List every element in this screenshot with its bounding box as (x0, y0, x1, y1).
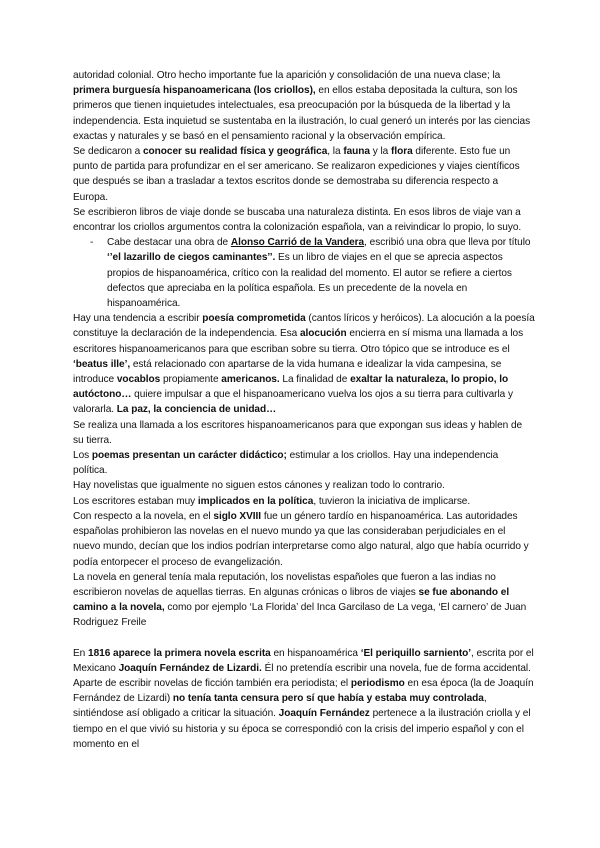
document-body (73, 68, 535, 752)
text-run: Con respecto a la novela, en el (73, 510, 214, 522)
bold-title: ‘El periquillo sarniento’ (360, 647, 472, 659)
paragraph-politica (73, 494, 535, 509)
bold-phrase: La paz, la conciencia de unidad… (116, 404, 277, 416)
paragraph-periquillo (73, 646, 535, 752)
text-run: quiere impulsar a que el hispanoamericano vuelva los ojos a su tierra para cultivarla y valorarla. (73, 389, 513, 416)
text-run: , escribió una obra que lleva por título (364, 237, 531, 249)
bold-phrase: no tenía tanta censura pero sí que había y estaba muy controlada (172, 693, 484, 705)
bold-phrase: vocablos (116, 374, 161, 386)
text-run: , la (327, 146, 344, 158)
bold-phrase: periodismo (350, 677, 405, 689)
bold-phrase: implicados en la política (197, 495, 314, 507)
bullet-dash: - (90, 237, 94, 249)
text-run: (cantos líricos y heróicos). La alocución a la poesía constituye la declaración de la independencia. Esa (73, 313, 535, 340)
text-run: Él no pretendía escribir una novela, fue de forma accidental. Aparte de escribir novelas de ficción también era periodista; el (73, 662, 531, 689)
text-run: Es un libro de viajes en el que se aprecia aspectos propios de hispanoamérica, crítico con la realidad del momento. El autor se refiere a ciertos defectos que apreciaba en la política española. Es un precedente de la novela en hispanoamérica. (107, 252, 512, 310)
text-run: en ellos estaba depositada la cultura, son los primeros que tienen inquietudes intelectuales, esa preocupación por la búsqueda de la libertad y la independencia. Esta inquietud se sustentaba en la ilustración, lo cual generó un interés por las ciencias exactas y naturales y se basó en el pensamiento racional y la observación empírica. (73, 85, 531, 142)
paragraph-poesia (73, 311, 535, 417)
bold-phrase: exaltar la naturaleza, lo propio, lo autóctono… (73, 374, 509, 401)
bold-phrase: Joaquín Fernández de Lizardi. (118, 662, 262, 674)
bold-phrase: poemas presentan un carácter didáctico; (91, 450, 287, 462)
paragraph-mala-reputacion (73, 570, 535, 631)
text-run: como por ejemplo ‘La Florida’ del Inca Garcilaso de La vega, ‘El carnero’ de Juan Rodriguez Freile (73, 602, 527, 629)
text-run: y la (369, 146, 392, 158)
text-run: fue un género tardío en hispanoamérica. Las autoridades españolas prohibieron las novelas en el nuevo mundo ya que las consideraban perjudiciales en el nuevo mundo, decían que los indios podrían interpretarse como algo natural, algo que había ocurrido y podía entorpecer el proceso de evangelización. (73, 510, 529, 568)
text-run: está relacionado con apartarse de la vida humana e idealizar la vida campesina, se introduce (73, 358, 502, 386)
text-run: La novela en general tenía mala reputación, los novelistas españoles que fueron a las indias no escribieron novelas de aquellas tierras. En algunas crónicas o libros de viajes (73, 571, 496, 598)
text-run: propiamente (160, 374, 222, 386)
text-run: En (73, 647, 89, 659)
text-run: , sintiéndose así obligado a criticar la situación. (73, 693, 487, 720)
paragraph-criollos (73, 68, 535, 144)
bold-phrase: flora (391, 146, 413, 158)
text-run: La finalidad de (279, 374, 351, 386)
text-run: diferente. Esto fue un punto de partida para profundizar en el ser americano. Se realizaron expediciones y viajes científicos que después se iban a trasladar a textos escritos donde se demostraba su diferencia respecto a Europa. (73, 146, 520, 203)
paragraph-spacer (73, 631, 535, 646)
bold-phrase: fauna (343, 146, 370, 158)
bold-phrase: Joaquín Fernández (278, 708, 370, 720)
text-run: Se dedicaron a (73, 146, 143, 158)
text-run: Los (73, 450, 92, 462)
paragraph-realidad-fisica (73, 144, 535, 205)
paragraph-novelistas: Hay novelistas que igualmente no siguen estos cánones y realizan todo lo contrario. (73, 480, 445, 492)
text-run: estimular a los criollos. Hay una independencia política. (73, 450, 499, 477)
text-run: , tuvieron la iniciativa de implicarse. (313, 495, 471, 507)
paragraph-libros-viaje: Se escribieron libros de viaje donde se buscaba una naturaleza distinta. En esos libros de viaje van a encontrar los criollos argumentos contra la colonización española, van a reivindicar lo propio, lo suyo. (73, 206, 522, 234)
text-run: Hay una tendencia a escribir (73, 313, 203, 325)
bullet-item-carrio (73, 235, 535, 311)
bold-phrase: conocer su realidad física y geográfica (142, 146, 328, 158)
bold-phrase: ‘beatus ille’, (73, 358, 131, 370)
bold-phrase: alocución (299, 328, 347, 340)
bold-phrase: siglo XVIII (213, 510, 262, 522)
bold-phrase: poesía comprometida (202, 313, 306, 325)
bold-phrase: primera burguesía hispanoamericana (los criollos), (73, 85, 316, 97)
text-run: en hispanoamérica (270, 647, 361, 659)
bold-phrase: se fue abonando el camino a la novela, (73, 586, 510, 614)
paragraph-siglo-xviii (73, 509, 535, 570)
text-run: , escrita por el Mexicano (73, 647, 534, 674)
text-run: Cabe destacar una obra de (107, 237, 231, 249)
text-run: pertenece a la ilustración criolla y el tiempo en el que vivió su historia y su época se correspondió con la crisis del imperio español y con el momento en el (73, 708, 531, 750)
paragraph-poemas (73, 448, 535, 478)
text-run: encierra en sí misma una llamada a los escritores hispanoamericanos para que escriban sobre su tierra. Otro tópico que se introduce es el (73, 328, 524, 355)
bold-underlined-name: Alonso Carrió de la Vandera (230, 237, 365, 249)
text-run: en esa época (la de Joaquín Fernández de Lizardi) (73, 677, 534, 705)
bold-phrase: americanos. (221, 374, 280, 386)
paragraph-llamada: Se realiza una llamada a los escritores hispanoamericanos para que expongan sus ideas y hablen de su tierra. (73, 419, 523, 446)
bold-phrase: 1816 aparece la primera novela escrita (88, 647, 271, 659)
text-run: Los escritores estaban muy (73, 495, 198, 507)
text-run: autoridad colonial. Otro hecho importante fue la aparición y consolidación de una nueva clase; la (73, 70, 501, 81)
bold-title: ‘’el lazarillo de ciegos caminantes’’. (107, 252, 276, 264)
